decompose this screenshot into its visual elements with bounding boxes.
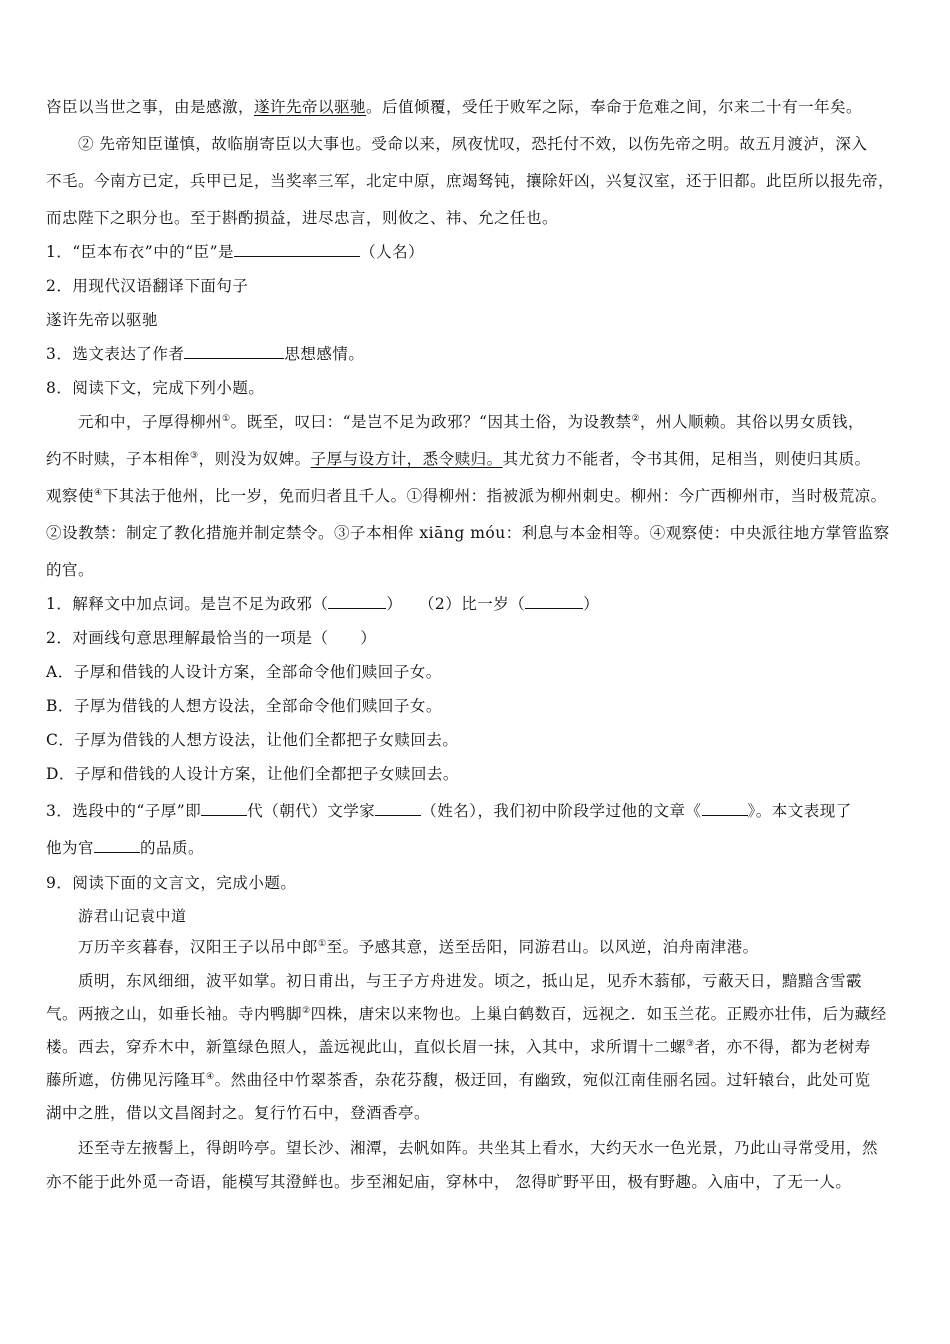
passage-line: 湖中之胜，借以文昌阁封之。复行竹石中，登酒香亭。 <box>46 1104 431 1122</box>
passage-line: 藤所遮，仿佛见污隆耳④。然曲径中竹翠茶香，杂花芬馥，极迂回，有幽致，宛似江南佳丽名园。过轩辕台，此处可览 <box>46 1071 871 1089</box>
passage-line: 万历辛亥暮春，汉阳王子以吊中郎①至。予感其意，送至岳阳，同游君山。以风逆，泊舟南津港。 <box>78 938 759 956</box>
answer-blank[interactable] <box>328 594 386 609</box>
question-2: 2．用现代汉语翻译下面句子 <box>46 277 249 295</box>
footnote-marker: ③ <box>686 1039 695 1049</box>
footnote-line: ②设教禁：制定了教化措施并制定禁令。③子本相侔 xiāng móu：利息与本金相等。④观察使：中央派往地方掌管监察 <box>46 524 890 542</box>
footnote-marker: ① <box>318 939 327 949</box>
answer-blank[interactable] <box>234 242 360 257</box>
footnote-marker: ② <box>302 1006 311 1016</box>
passage-line: 气。两掖之山，如垂长袖。寺内鸭脚②四株，唐宋以来物也。上巢白鹤数百，远视之．如玉兰花。正殿亦壮伟，后为藏经 <box>46 1005 887 1023</box>
question-1: 1．“臣本布衣”中的“臣”是 （人名） <box>46 243 425 261</box>
underlined-sentence: 遂许先帝以驱驰 <box>254 98 367 116</box>
question-3: 3．选段中的“子厚”即 代（朝代）文学家 （姓名），我们初中阶段学过他的文章《 》。本文表现了 <box>46 802 852 820</box>
footnote-marker: ③ <box>190 451 199 461</box>
answer-blank[interactable] <box>525 594 583 609</box>
passage-line: 还至寺左掖髻上，得朗吟亭。望长沙、湘潭，去帆如阵。共坐其上看水，大约天水一色光景，乃此山寻常受用，然 <box>78 1139 879 1157</box>
translate-sentence: 遂许先帝以驱驰 <box>46 311 159 329</box>
passage-line: 观察使④下其法于他州，比一岁，免而归者且千人。①得柳州：指被派为柳州刺史。柳州：今广西柳州市，当时极荒凉。 <box>46 487 887 505</box>
passage-line: 约不时赎，子本相侔③，则没为奴婢。子厚与设方计，悉令赎归。其尤贫力不能者，令书其佣，足相当，则使归其质。 <box>46 450 871 468</box>
question-2: 2．对画线句意思理解最恰当的一项是（ ） <box>46 629 377 647</box>
passage-line: 楼。西去，穿乔木中，新篁绿色照人，盖远视此山，直似长眉一抹，入其中，求所谓十二螺③者，亦不得，都为老树寿 <box>46 1038 871 1056</box>
passage-line: ② 先帝知臣谨慎，故临崩寄臣以大事也。受命以来，夙夜忧叹，恐托付不效，以伤先帝之明。故五月渡泸，深入 <box>78 135 868 153</box>
footnote-marker: ① <box>222 414 231 424</box>
answer-blank[interactable] <box>702 801 748 816</box>
answer-blank[interactable] <box>375 801 421 816</box>
option-b[interactable]: B．子厚为借钱的人想方设法，全部命令他们赎回子女。 <box>46 697 442 715</box>
question-1: 1．解释文中加点词。是岂不足为政邪（ ） （2）比一岁（ ） <box>46 595 600 613</box>
passage-title: 游君山记袁中道 <box>78 907 187 925</box>
footnote-line: 的官。 <box>46 561 95 579</box>
answer-blank[interactable] <box>94 838 140 853</box>
passage-line: 质明，东风细细，波平如掌。初日甫出，与王子方舟进发。顷之，抵山足，见乔木蓊郁，亏蔽天日，黯黯含雪霰 <box>78 972 863 990</box>
passage-line: 亦不能于此外觅一奇语，能模写其澄鲜也。步至湘妃庙，穿林中， 忽得旷野平田，极有野趣。入庙中，了无一人。 <box>46 1173 852 1191</box>
passage-line: 不毛。今南方已定，兵甲已足，当奖率三军，北定中原，庶竭驽钝，攘除奸凶，兴复汉室，还于旧都。此臣所以报先帝， <box>46 172 895 190</box>
option-d[interactable]: D．子厚和借钱的人设计方案，让他们全都把子女赎回去。 <box>46 765 459 783</box>
answer-blank[interactable] <box>201 801 247 816</box>
question-3-cont: 他为官 的品质。 <box>46 839 205 857</box>
question-3: 3．选文表达了作者 思想感情。 <box>46 345 365 363</box>
passage-line: 咨臣以当世之事，由是感激，遂许先帝以驱驰。后值倾覆，受任于败军之际，奉命于危难之间，尔来二十有一年矣。 <box>46 98 863 116</box>
underlined-sentence: 子厚与设方计，悉令赎归。 <box>310 450 503 468</box>
section-9-heading: 9．阅读下面的文言文，完成小题。 <box>46 874 297 892</box>
footnote-marker: ② <box>631 414 641 424</box>
footnote-marker: ④ <box>206 1072 215 1082</box>
option-c[interactable]: C．子厚为借钱的人想方设法，让他们全都把子女赎回去。 <box>46 731 459 749</box>
footnote-marker: ④ <box>94 488 103 498</box>
passage-line: 而忠陛下之职分也。至于斟酌损益，进尽忠言，则攸之、祎、允之任也。 <box>46 209 559 227</box>
section-8-heading: 8．阅读下文，完成下列小题。 <box>46 379 265 397</box>
option-a[interactable]: A．子厚和借钱的人设计方案，全部命令他们赎回子女。 <box>46 663 442 681</box>
answer-blank[interactable] <box>184 344 284 359</box>
passage-line: 元和中，子厚得柳州①。既至，叹曰：“是岂不足为政邪？“因其土俗，为设教禁②，州人顺赖。其俗以男女质钱， <box>78 413 865 431</box>
